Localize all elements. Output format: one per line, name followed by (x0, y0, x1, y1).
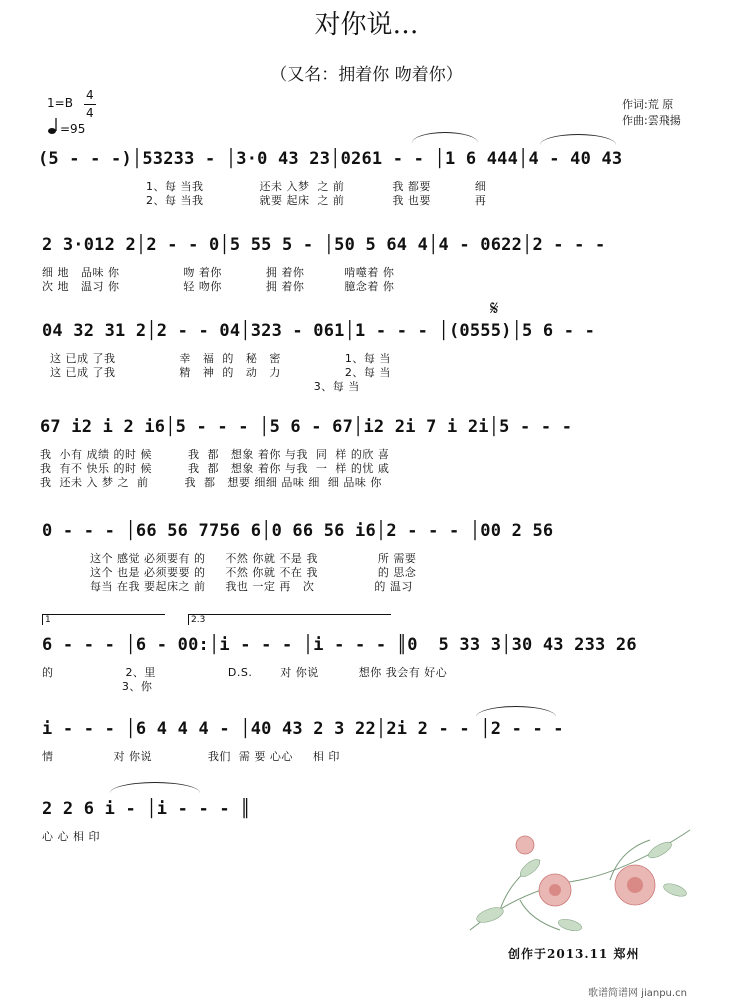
music-notes: 6 - - - │6 - 00:│i - - - │i - - - ║0 5 33 3│30 43 233 26 (42, 635, 637, 655)
second-ending-bracket: 2.3 (188, 614, 391, 625)
composer-credit: 作曲:雲飛揚 (622, 114, 681, 127)
song-subtitle: （又名：拥着你 吻着你） (270, 65, 463, 85)
staff-line-6 (0, 615, 733, 702)
music-notes: 0 - - - │66 56 7756 6│0 66 56 i6│2 - - - │00 2 56 (42, 521, 554, 541)
tempo-marking: =95 (60, 122, 86, 136)
music-notes: 04 32 31 2│2 - - 04│323 - 061│1 - - - │(0555)│5 6 - - (42, 321, 596, 341)
staff-line-5 (0, 518, 733, 602)
song-title: 对你说… (314, 10, 419, 40)
key-signature: 1=B (47, 96, 73, 110)
peony-flower-illustration (460, 790, 700, 940)
lyrics-verse-2: 3、你 (42, 680, 153, 693)
music-notes: 67 i2 i 2 i6│5 - - - │5 6 - 67│i2 2i 7 i 2i│5 - - - (40, 417, 573, 437)
slur-mark (540, 134, 616, 145)
time-signature-top: 4 (86, 88, 94, 102)
lyrics-verse-1: 我 小有 成绩 的时 候 我 都 想象 着你 与我 同 样 的欣 喜 (40, 448, 390, 461)
lyrics-verse-1: 这 已成 了我 幸 福 的 秘 密 1、每 当 (42, 352, 391, 365)
music-notes: (5 - - -)│53233 - │3·0 43 23│0261 - - │1 6 444│4 - 40 43 (38, 149, 623, 169)
lyrics-verse-1: 这个 感觉 必须要有 的 不然 你就 不是 我 所 需要 (42, 552, 417, 565)
watermark: 歌谱简谱网 jianpu.cn (588, 988, 687, 999)
time-signature-divider (84, 104, 96, 105)
segno-sign-icon: 𝄋 (490, 296, 499, 320)
lyrics-verse-1: 的 2、里 D.S. 对 你说 想你 我会有 好心 (42, 666, 448, 679)
slur-mark (110, 782, 200, 793)
staff-line-4 (0, 414, 733, 498)
lyrics-verse-2: 2、每 当我 就要 起床 之 前 我 也要 再 (146, 194, 487, 207)
lyrics-verse-1: 细 地 品味 你 吻 着你 拥 着你 啃噬着 你 (42, 266, 395, 279)
lyrics-verse-2: 这 已成 了我 精 神 的 动 力 2、每 当 (42, 366, 391, 379)
lyrics-verse-1: 1、每 当我 还未 入梦 之 前 我 都要 细 (146, 180, 487, 193)
lyrics-verse-2: 这个 也是 必须要要 的 不然 你就 不在 我 的 思念 (42, 566, 417, 579)
staff-line-3 (0, 296, 733, 402)
first-ending-bracket: 1 (42, 614, 165, 625)
quarter-note-icon (48, 117, 60, 139)
staff-line-2 (0, 232, 733, 300)
lyrics-verse-1: 心 心 相 印 (42, 830, 100, 843)
staff-line-7 (0, 716, 733, 772)
time-signature-bottom: 4 (86, 106, 94, 120)
music-notes: 2 2 6 i - │i - - - ║ (42, 799, 251, 819)
slur-mark (412, 132, 478, 143)
lyrics-verse-1: 情 对 你说 我们 需 要 心心 相 印 (42, 750, 340, 763)
slur-mark (476, 706, 556, 717)
staff-line-1 (0, 146, 733, 214)
music-notes: 2 3·012 2│2 - - 0│5 55 5 - │50 5 64 4│4 - 0622│2 - - - (42, 235, 606, 255)
lyrics-verse-2: 次 地 温习 你 轻 吻你 拥 着你 臆念着 你 (42, 280, 395, 293)
lyrics-verse-2: 我 有不 快乐 的时 候 我 都 想象 着你 与我 一 样 的忧 戚 (40, 462, 390, 475)
music-notes: i - - - │6 4 4 4 - │40 43 2 3 22│2i 2 - - │2 - - - (42, 719, 564, 739)
lyrics-verse-3: 每当 在我 要起床之 前 我也 一定 再 次 的 温习 (42, 580, 413, 593)
creation-note: 创作于2013.11 郑州 (508, 947, 640, 961)
lyricist-credit: 作词:荒 原 (622, 98, 674, 111)
lyrics-verse-3: 3、每 当 (42, 380, 360, 393)
lyrics-verse-3: 我 还未 入 梦 之 前 我 都 想要 细细 品味 细 细 品味 你 (40, 476, 382, 489)
